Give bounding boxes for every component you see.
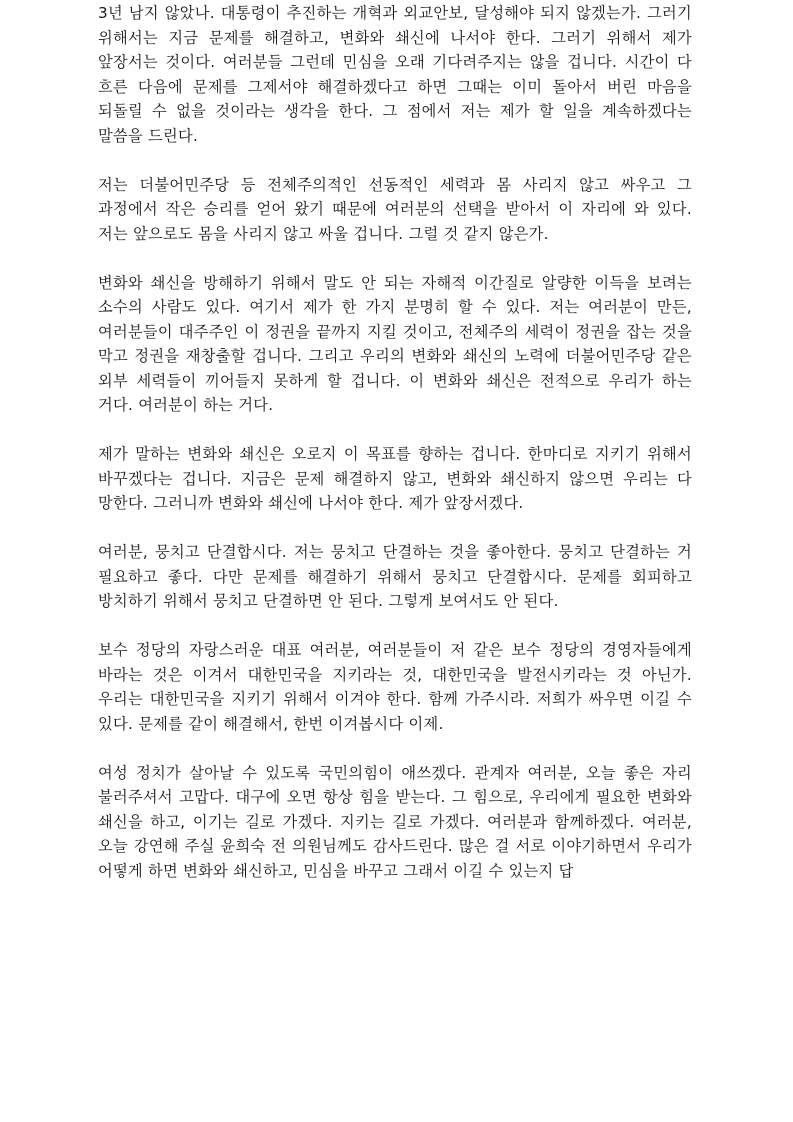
paragraph-4: 제가 말하는 변화와 쇄신은 오로지 이 목표를 향하는 겁니다. 한마디로 지키기 위해서 바꾸겠다는 겁니다. 지금은 문제 해결하지 않고, 변화와 쇄신하지 않으면 우리는 다 망한다. 그러니까 변화와 쇄신에 나서야 한다. 제가 앞장서겠다. <box>98 445 692 512</box>
paragraph-7: 여성 정치가 살아날 수 있도록 국민의힘이 애쓰겠다. 관계자 여러분, 오늘 좋은 자리 불러주셔서 고맙다. 대구에 오면 항상 힘을 받는다. 그 힘으로, 우리에게 필요한 변화와 쇄신을 하고, 이기는 길로 가겠다. 지키는 길로 가겠다. 여러분과 함께하겠다. 여러분, 오늘 강연해 주실 윤희숙 전 의원님께도 감사드린다. 많은 걸 서로 이야기하면서 우리가 어떻게 하면 변화와 쇄신하고, 민심을 바꾸고 그래서 이길 수 있는지 답 <box>98 763 692 880</box>
paragraph-6: 보수 정당의 자랑스러운 대표 여러분, 여러분들이 저 같은 보수 정당의 경영자들에게 바라는 것은 이겨서 대한민국을 지키라는 것, 대한민국을 발전시키라는 것 아닌가. 우리는 대한민국을 지키기 위해서 이겨야 한다. 함께 가주시라. 저희가 싸우면 이길 수 있다. 문제를 같이 해결해서, 한번 이겨봅시다 이제. <box>98 641 692 733</box>
paragraph-1: 3년 남지 않았나. 대통령이 추진하는 개혁과 외교안보, 달성해야 되지 않겠는가. 그러기 위해서는 지금 문제를 해결하고, 변화와 쇄신에 나서야 한다. 그러기 위해서 제가 앞장서는 것이다. 여러분들 그런데 민심을 오래 기다려주지는 않을 겁니다. 시간이 다 흐른 다음에 문제를 그제서야 해결하겠다고 하면 그때는 이미 돌아서 버린 마음을 되돌릴 수 없을 것이라는 생각을 한다. 그 점에서 저는 제가 할 일을 계속하겠다는 말씀을 드린다. <box>98 4 692 145</box>
paragraph-3: 변화와 쇄신을 방해하기 위해서 말도 안 되는 자해적 이간질로 알량한 이득을 보려는 소수의 사람도 있다. 여기서 제가 한 가지 분명히 할 수 있다. 저는 여러분이 만든, 여러분들이 대주주인 이 정권을 끝까지 지킬 것이고, 전체주의 세력이 정권을 잡는 것을 막고 정권을 재창출할 겁니다. 그리고 우리의 변화와 쇄신의 노력에 더불어민주당 같은 외부 세력들이 끼어들지 못하게 할 겁니다. 이 변화와 쇄신은 전적으로 우리가 하는 거다. 여러분이 하는 거다. <box>98 273 692 414</box>
document-page <box>98 0 692 883</box>
paragraph-5: 여러분, 뭉치고 단결합시다. 저는 뭉치고 단결하는 것을 좋아한다. 뭉치고 단결하는 거 필요하고 좋다. 다만 문제를 해결하기 위해서 뭉치고 단결합시다. 문제를 회피하고 방치하기 위해서 뭉치고 단결하면 안 된다. 그렇게 보여서도 안 된다. <box>98 543 692 610</box>
paragraph-2: 저는 더불어민주당 등 전체주의적인 선동적인 세력과 몸 사리지 않고 싸우고 그 과정에서 작은 승리를 얻어 왔기 때문에 여러분의 선택을 받아서 이 자리에 와 있다. 저는 앞으로도 몸을 사리지 않고 싸울 겁니다. 그럴 것 같지 않은가. <box>98 175 692 243</box>
